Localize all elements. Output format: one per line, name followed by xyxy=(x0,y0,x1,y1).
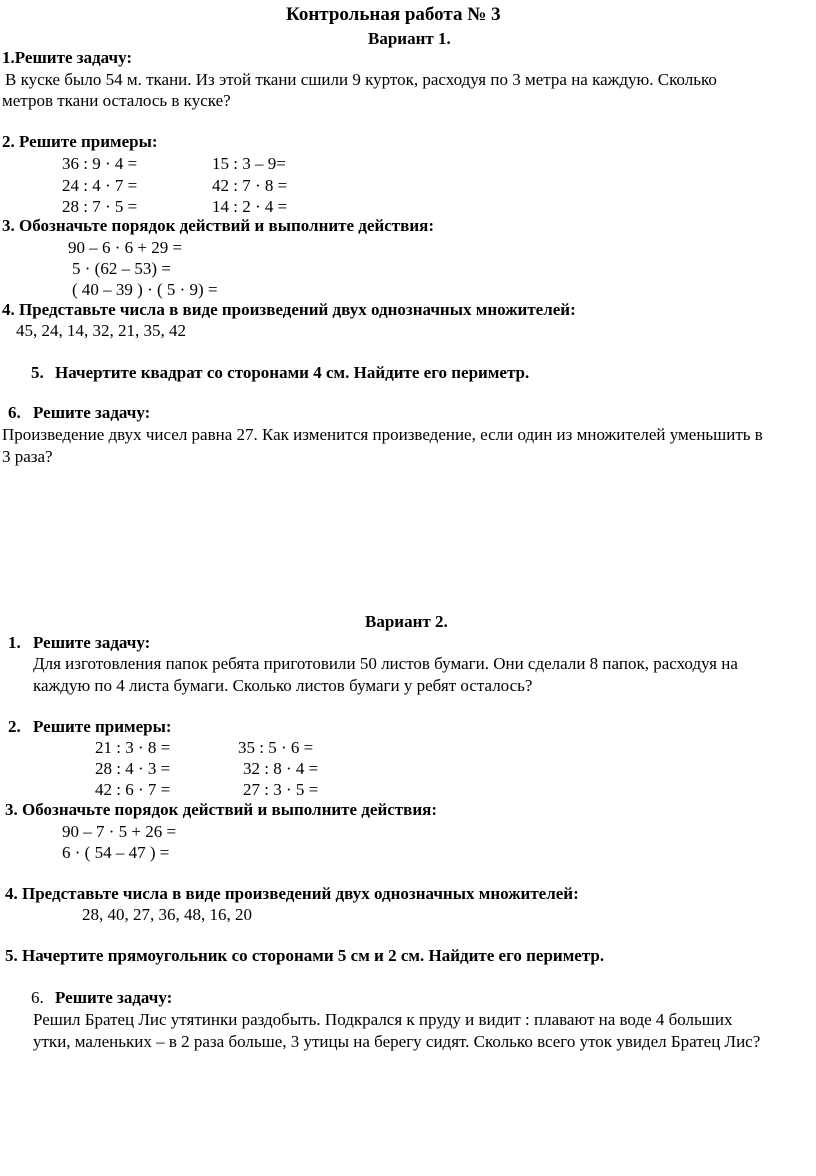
v2-task3-label: 3. Обозначьте порядок действий и выполните действия: xyxy=(5,800,437,819)
v1-expression: 5 · (62 – 53) = xyxy=(72,259,171,278)
v2-task6-text-line1: Решил Братец Лис утятинки раздобыть. Подкрался к пруду и видит : плавают на воде 4 больших xyxy=(33,1010,733,1029)
v1-task2-label: 2. Решите примеры: xyxy=(2,132,158,151)
v1-example: 24 : 4 · 7 = xyxy=(62,176,138,195)
v1-task6-label: Решите задачу: xyxy=(33,403,151,422)
v1-task3-label: 3. Обозначьте порядок действий и выполните действия: xyxy=(2,216,434,235)
variant-1-heading: Вариант 1. xyxy=(368,29,451,48)
v1-example: 15 : 3 – 9= xyxy=(212,154,286,173)
v2-example: 27 : 3 · 5 = xyxy=(243,780,319,799)
v1-task1-text-line1: В куске было 54 м. ткани. Из этой ткани сшили 9 курток, расходуя по 3 метра на каждую. Сколько xyxy=(5,70,717,89)
v2-task2-number: 2. xyxy=(8,717,21,736)
v1-task1-text-line2: метров ткани осталось в куске? xyxy=(2,91,231,110)
v2-example: 42 : 6 · 7 = xyxy=(95,780,171,799)
page-title: Контрольная работа № 3 xyxy=(286,4,501,25)
v2-example: 32 : 8 · 4 = xyxy=(243,759,319,778)
v1-example: 36 : 9 · 4 = xyxy=(62,154,138,173)
v1-example: 42 : 7 · 8 = xyxy=(212,176,288,195)
v2-expression: 90 – 7 · 5 + 26 = xyxy=(62,822,177,841)
v1-task4-numbers: 45, 24, 14, 32, 21, 35, 42 xyxy=(16,321,186,340)
v2-example: 21 : 3 · 8 = xyxy=(95,738,171,757)
v1-expression: 90 – 6 · 6 + 29 = xyxy=(68,238,183,257)
v2-task5-text: 5. Начертите прямоугольник со сторонами 5 см и 2 см. Найдите его периметр. xyxy=(5,946,605,965)
v2-task1-number: 1. xyxy=(8,633,21,652)
v2-task6-number: 6. xyxy=(31,988,44,1007)
variant-2-heading: Вариант 2. xyxy=(365,612,448,631)
v2-example: 35 : 5 · 6 = xyxy=(238,738,314,757)
v2-task4-numbers: 28, 40, 27, 36, 48, 16, 20 xyxy=(82,905,252,924)
v1-example: 14 : 2 · 4 = xyxy=(212,197,288,216)
v2-task1-label: Решите задачу: xyxy=(33,633,151,652)
v1-task6-number: 6. xyxy=(8,403,21,422)
v1-task4-label: 4. Представьте числа в виде произведений двух однозначных множителей: xyxy=(2,300,576,319)
v2-task1-text-line2: каждую по 4 листа бумаги. Сколько листов бумаги у ребят осталось? xyxy=(33,676,533,695)
v2-example: 28 : 4 · 3 = xyxy=(95,759,171,778)
v1-task6-text-line1: Произведение двух чисел равна 27. Как изменится произведение, если один из множителей уменьшить в xyxy=(2,425,763,444)
v2-task6-label: Решите задачу: xyxy=(55,988,173,1007)
v2-task4-label: 4. Представьте числа в виде произведений двух однозначных множителей: xyxy=(5,884,579,903)
v2-task2-label: Решите примеры: xyxy=(33,717,172,736)
v1-expression: ( 40 – 39 ) · ( 5 · 9) = xyxy=(72,280,218,299)
v2-task6-text-line2: утки, маленьких – в 2 раза больше, 3 утицы на берегу сидят. Сколько всего уток увидел Братец Лис? xyxy=(33,1032,761,1051)
v1-task5-number: 5. xyxy=(31,363,44,382)
v1-example: 28 : 7 · 5 = xyxy=(62,197,138,216)
v1-task1-label: 1.Решите задачу: xyxy=(2,48,133,67)
v1-task6-text-line2: 3 раза? xyxy=(2,447,53,466)
v2-expression: 6 · ( 54 – 47 ) = xyxy=(62,843,170,862)
v2-task1-text-line1: Для изготовления папок ребята приготовили 50 листов бумаги. Они сделали 8 папок, расходуя на xyxy=(33,654,738,673)
v1-task5-text: Начертите квадрат со сторонами 4 см. Найдите его периметр. xyxy=(55,363,530,382)
